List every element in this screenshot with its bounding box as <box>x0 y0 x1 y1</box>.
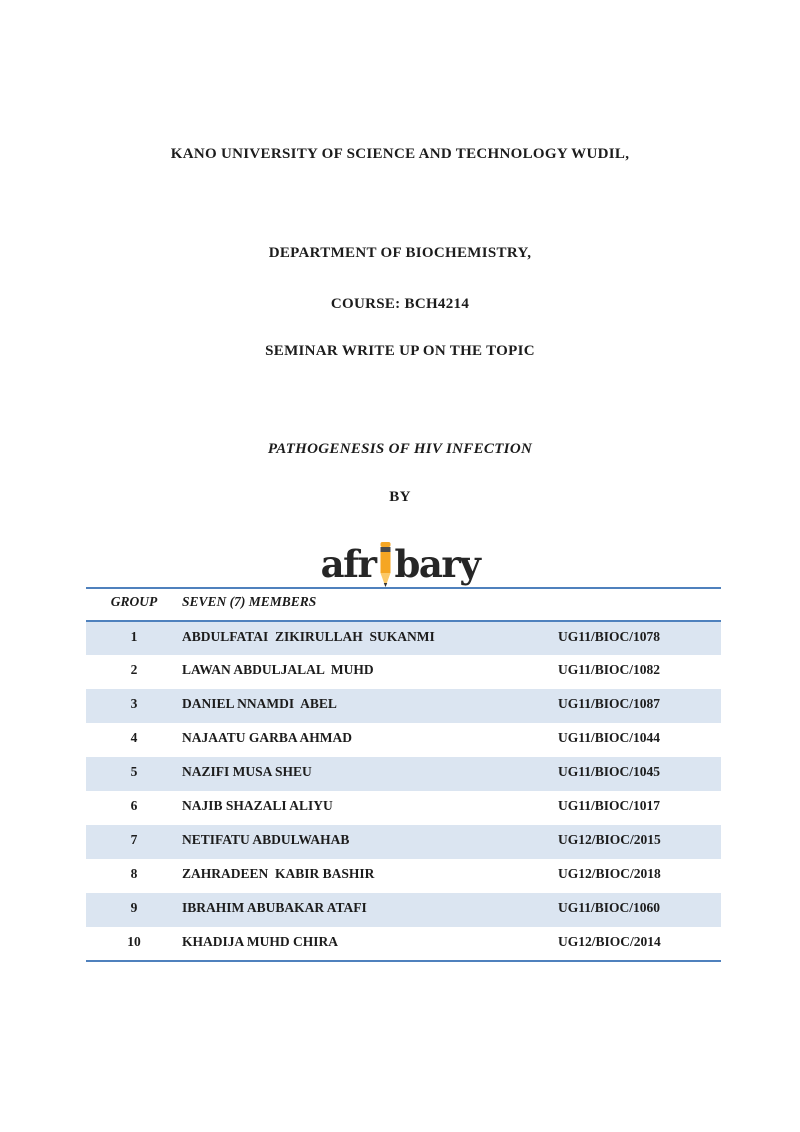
afribary-logo <box>0 540 800 588</box>
table-row <box>86 791 721 825</box>
member-name: NETIFATU ABDULWAHAB <box>182 832 350 847</box>
member-reg-id: UG11/BIOC/1078 <box>558 629 661 644</box>
member-reg-id: UG12/BIOC/2015 <box>558 832 661 847</box>
member-name: NAJAATU GARBA AHMAD <box>182 730 353 745</box>
member-name: NAJIB SHAZALI ALIYU <box>182 798 333 813</box>
column-header-group: GROUP <box>86 588 182 621</box>
table-row <box>86 893 721 927</box>
member-number: 2 <box>130 662 138 677</box>
member-number: 4 <box>130 730 138 745</box>
member-name: DANIEL NNAMDI ABEL <box>182 696 337 711</box>
member-number: 10 <box>127 934 141 949</box>
member-number: 6 <box>130 798 138 813</box>
table-row <box>86 621 721 655</box>
table-row <box>86 655 721 689</box>
university-title: KANO UNIVERSITY OF SCIENCE AND TECHNOLOGY WUDIL, <box>170 146 630 162</box>
pencil-icon <box>379 542 392 588</box>
column-header-empty <box>558 588 721 621</box>
logo-text-right: bary <box>394 541 480 586</box>
member-name: ABDULFATAI ZIKIRULLAH SUKANMI <box>182 629 435 644</box>
table-row <box>86 825 721 859</box>
table-row <box>86 757 721 791</box>
member-name: IBRAHIM ABUBAKAR ATAFI <box>182 900 367 915</box>
member-reg-id: UG11/BIOC/1044 <box>558 730 661 745</box>
table-row <box>86 927 721 961</box>
member-reg-id: UG11/BIOC/1082 <box>558 662 661 677</box>
by-label: BY <box>389 489 411 505</box>
course-line: COURSE: BCH4214 <box>330 296 470 312</box>
table-row <box>86 723 721 757</box>
member-reg-id: UG11/BIOC/1045 <box>558 764 661 779</box>
member-reg-id: UG12/BIOC/2014 <box>558 934 661 949</box>
column-header-members: SEVEN (7) MEMBERS <box>182 588 558 621</box>
member-name: LAWAN ABDULJALAL MUHD <box>182 662 374 677</box>
table-header-row <box>86 588 721 621</box>
member-number: 3 <box>130 696 138 711</box>
member-name: ZAHRADEEN KABIR BASHIR <box>182 866 375 881</box>
member-reg-id: UG11/BIOC/1087 <box>558 696 661 711</box>
member-number: 9 <box>130 900 138 915</box>
member-reg-id: UG11/BIOC/1017 <box>558 798 661 813</box>
member-reg-id: UG11/BIOC/1060 <box>558 900 661 915</box>
members-table <box>86 587 721 962</box>
member-number: 8 <box>130 866 138 881</box>
topic-title: PATHOGENESIS OF HIV INFECTION <box>267 441 533 457</box>
department-line: DEPARTMENT OF BIOCHEMISTRY, <box>268 245 532 261</box>
member-number: 7 <box>130 832 138 847</box>
table-row <box>86 859 721 893</box>
logo-text-left: afr <box>320 541 376 586</box>
table-row <box>86 689 721 723</box>
member-name: NAZIFI MUSA SHEU <box>182 764 312 779</box>
member-number: 1 <box>130 629 138 644</box>
member-number: 5 <box>130 764 138 779</box>
member-reg-id: UG12/BIOC/2018 <box>558 866 661 881</box>
member-name: KHADIJA MUHD CHIRA <box>182 934 339 949</box>
seminar-line: SEMINAR WRITE UP ON THE TOPIC <box>265 343 535 359</box>
